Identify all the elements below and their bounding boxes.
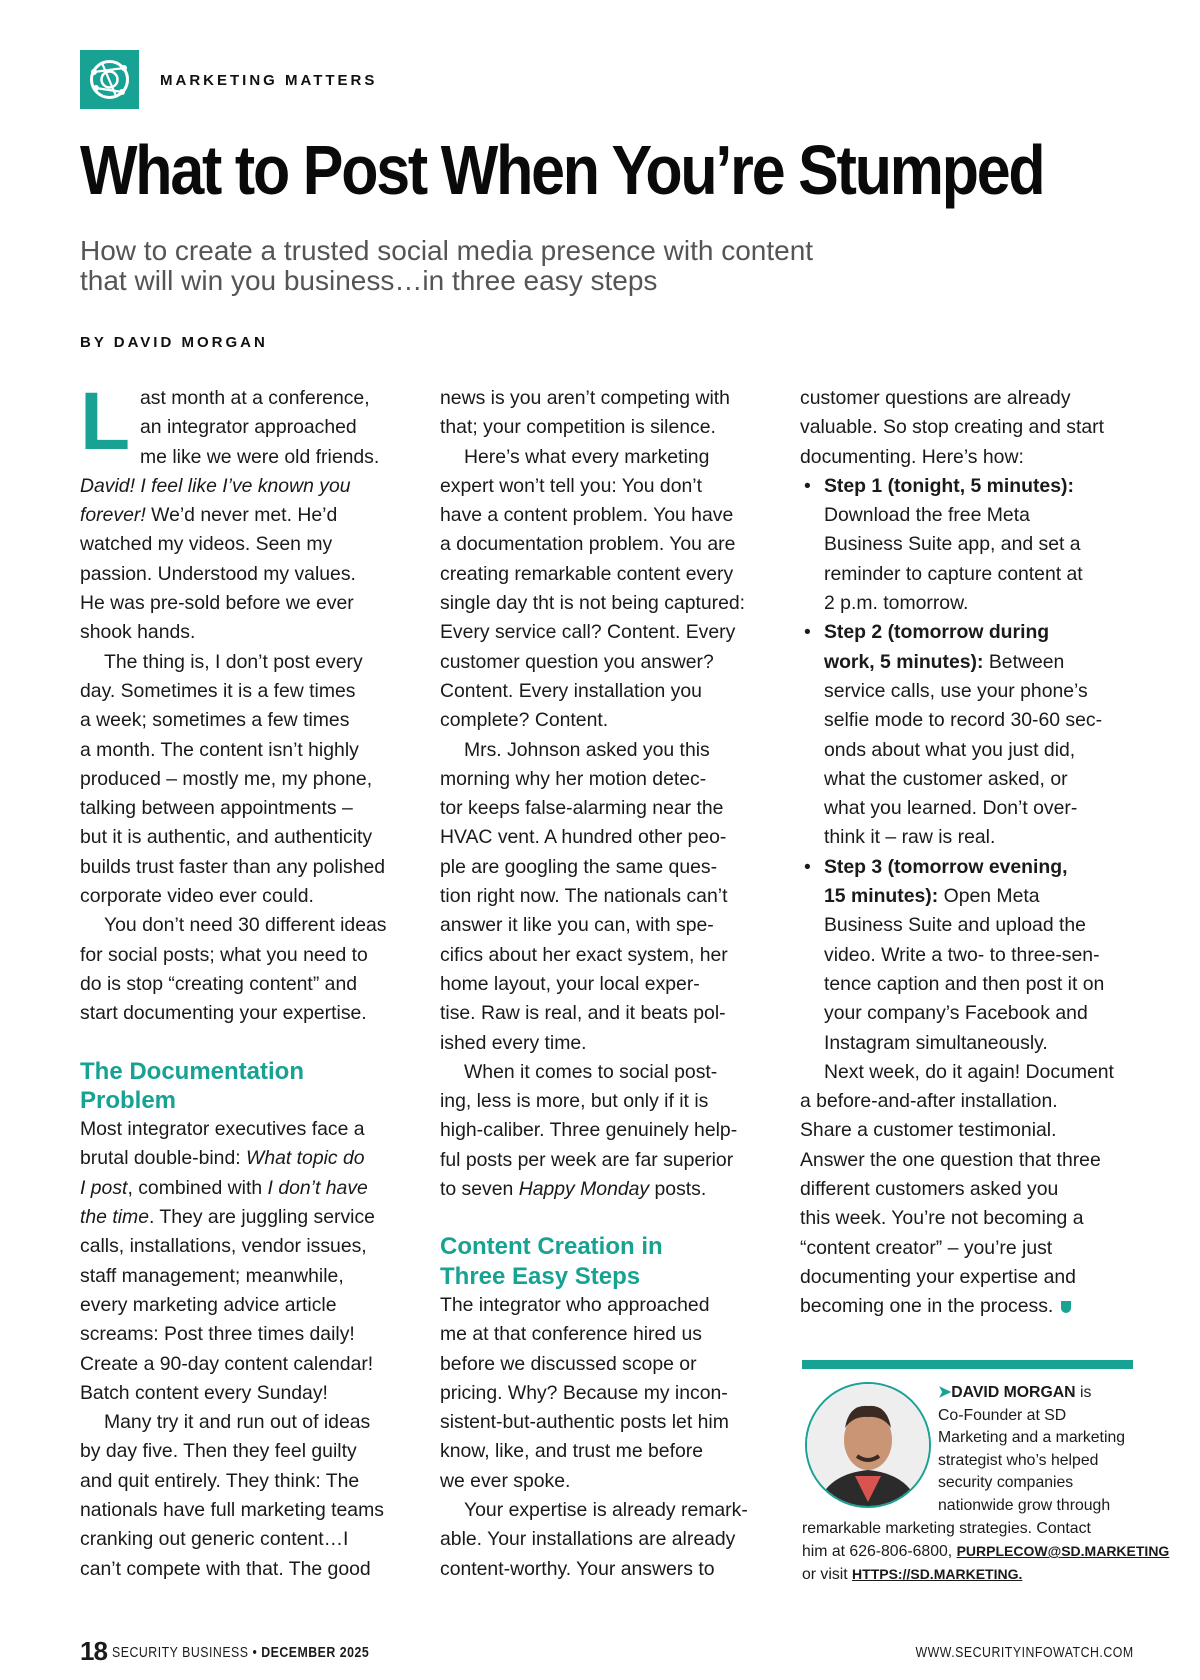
body-line: corporate video ever could. — [80, 885, 314, 908]
body-line: what the customer asked, or — [824, 767, 1068, 790]
body-line: news is you aren’t competing with — [440, 387, 730, 409]
body-line: different customers asked you — [800, 1178, 1059, 1201]
body-line: ful posts per week are far superior — [440, 1148, 734, 1171]
article-deck — [80, 236, 880, 296]
body-line: me at that conference hired us — [440, 1323, 702, 1346]
bullet-icon: • — [804, 474, 811, 497]
bio-line: Marketing and a marketing — [938, 1429, 1126, 1447]
email-link[interactable]: PURPLECOW@SD.MARKETING — [956, 1543, 1170, 1560]
bio-line: remarkable marketing strategies. Contact — [802, 1519, 1091, 1537]
body-line: for social posts; what you need to — [80, 943, 368, 966]
article-column-2 — [440, 384, 785, 1584]
body-line: screams: Post three times daily! — [80, 1323, 355, 1346]
body-line: Next week, do it again! Document — [824, 1060, 1114, 1083]
arrow-right-icon: ➤ — [938, 1384, 952, 1401]
body-line: answer it like you can, with spe- — [440, 914, 714, 937]
body-line: Most integrator executives face a — [80, 1118, 365, 1141]
body-line: video. Write a two- to three-sen- — [824, 943, 1100, 966]
article-column-3 — [800, 384, 1145, 1322]
footer-website: WWW.SECURITYINFOWATCH.COM — [915, 1645, 1134, 1661]
body-line: reminder to capture content at — [824, 562, 1083, 585]
body-line: me like we were old friends. — [140, 445, 380, 468]
body-line: HVAC vent. A hundred other peo- — [440, 826, 727, 849]
bio-name-line: ➤DAVID MORGAN is — [938, 1384, 1092, 1401]
body-line: selfie mode to record 30-60 sec- — [824, 709, 1103, 732]
body-line: passion. Understood my values. — [80, 562, 356, 585]
body-line: creating remarkable content every — [440, 562, 734, 585]
section-logo — [80, 50, 139, 109]
drop-cap: L — [80, 376, 131, 467]
body-line: a documentation problem. You are — [440, 533, 736, 556]
bio-line: strategist who’s helped — [938, 1451, 1099, 1469]
globe-network-icon — [80, 50, 139, 109]
body-line: we ever spoke. — [440, 1469, 571, 1492]
body-line: tence caption and then post it on — [824, 972, 1105, 995]
body-line: valuable. So stop creating and start — [800, 416, 1104, 439]
body-line: high-caliber. Three genuinely help- — [440, 1119, 738, 1142]
step-3-title-cont: 15 minutes): Open Meta — [824, 885, 1040, 908]
body-line: that; your competition is silence. — [440, 416, 716, 439]
body-line: the time. They are juggling service — [80, 1206, 375, 1229]
body-line: content-worthy. Your answers to — [440, 1557, 715, 1580]
body-line: an integrator approached — [140, 416, 357, 439]
body-line: but it is authentic, and authenticity — [80, 826, 373, 849]
body-line: becoming one in the process. — [800, 1292, 1145, 1321]
body-line: tor keeps false-alarming near the — [440, 797, 724, 820]
body-line: Answer the one question that three — [800, 1148, 1101, 1171]
body-line: Every service call? Content. Every — [440, 621, 736, 644]
bullet-icon: • — [804, 621, 811, 644]
page-title: What to Post When You’re Stumped — [80, 131, 1044, 209]
body-line: do is stop “creating content” and — [80, 972, 358, 995]
body-line: Create a 90-day content calendar! — [80, 1352, 374, 1375]
body-line: Batch content every Sunday! — [80, 1381, 328, 1404]
body-line: forever! We’d never met. He’d — [80, 504, 338, 527]
body-line: When it comes to social post- — [464, 1060, 718, 1083]
body-line: Content. Every installation you — [440, 679, 702, 702]
body-line: can’t compete with that. The good — [80, 1557, 371, 1580]
body-line: service calls, use your phone’s — [824, 679, 1088, 702]
body-line: 2 p.m. tomorrow. — [824, 592, 969, 615]
body-line: your company’s Facebook and — [824, 1002, 1088, 1025]
end-mark-icon — [1061, 1301, 1071, 1313]
body-line: cranking out generic content…I — [80, 1528, 349, 1551]
body-line: calls, installations, vendor issues, — [80, 1235, 367, 1258]
body-line: single day tht is not being captured: — [440, 592, 746, 615]
body-line: staff management; meanwhile, — [80, 1264, 344, 1287]
body-line: Here’s what every marketing — [464, 445, 710, 468]
body-line: brutal double-bind: What topic do — [80, 1147, 365, 1170]
body-line: this week. You’re not becoming a — [800, 1207, 1084, 1230]
section-heading: Content Creation in — [440, 1233, 663, 1261]
body-line: Your expertise is already remark- — [464, 1498, 748, 1521]
bullet-icon: • — [804, 855, 811, 878]
body-line: complete? Content. — [440, 709, 609, 732]
body-line: able. Your installations are already — [440, 1528, 736, 1551]
body-line: He was pre-sold before we ever — [80, 592, 354, 615]
body-line: customer question you answer? — [440, 650, 714, 673]
body-line: shook hands. — [80, 621, 196, 644]
body-line: have a content problem. You have — [440, 504, 734, 527]
website-link[interactable]: HTTPS://SD.MARKETING. — [852, 1565, 1023, 1582]
body-line: The integrator who approached — [440, 1293, 710, 1316]
bio-divider — [802, 1360, 1133, 1369]
article-column-1 — [80, 376, 425, 1584]
step-2-title-cont: work, 5 minutes): Between — [824, 650, 1065, 673]
section-heading: The Documentation — [80, 1057, 305, 1085]
body-line: onds about what you just did, — [824, 738, 1076, 761]
body-line: Mrs. Johnson asked you this — [464, 738, 710, 761]
page-number: 18 — [80, 1636, 107, 1666]
body-line: “content creator” – you’re just — [800, 1236, 1053, 1259]
step-2-title: • Step 2 (tomorrow during — [800, 618, 1145, 647]
body-line: Business Suite app, and set a — [824, 533, 1081, 556]
body-line: ast month at a conference, — [140, 387, 370, 409]
body-line: customer questions are already — [800, 387, 1071, 409]
body-line: builds trust faster than any polished — [80, 855, 386, 878]
body-line: tion right now. The nationals can’t — [440, 885, 728, 908]
body-line: ple are googling the same ques- — [440, 855, 718, 878]
body-line: Share a customer testimonial. — [800, 1119, 1057, 1142]
body-line: a before-and-after installation. — [800, 1090, 1058, 1113]
bio-line: security companies — [938, 1474, 1074, 1492]
body-line: Many try it and run out of ideas — [104, 1411, 371, 1434]
body-line: every marketing advice article — [80, 1293, 337, 1316]
section-heading: Three Easy Steps — [440, 1262, 641, 1290]
deck-line: How to create a trusted social media presence with content — [80, 235, 814, 266]
deck-line: that will win you business…in three easy steps — [80, 265, 658, 296]
body-line: what you learned. Don’t over- — [824, 797, 1078, 820]
body-line: a week; sometimes a few times — [80, 709, 350, 732]
body-line: David! I feel like I’ve known you — [80, 474, 351, 497]
bio-visit-line: or visit HTTPS://SD.MARKETING. — [802, 1565, 1023, 1583]
body-line: to seven Happy Monday posts. — [440, 1178, 707, 1201]
body-line: Instagram simultaneously. — [824, 1031, 1048, 1054]
body-line: documenting your expertise and — [800, 1265, 1076, 1288]
body-line: start documenting your expertise. — [80, 1002, 367, 1025]
body-line: produced – mostly me, my phone, — [80, 767, 373, 790]
body-line: talking between appointments – — [80, 797, 353, 820]
body-line: You don’t need 30 different ideas — [104, 914, 387, 937]
body-line: pricing. Why? Because my incon- — [440, 1381, 728, 1404]
body-line: watched my videos. Seen my — [80, 533, 333, 556]
body-line: Download the free Meta — [824, 504, 1030, 527]
bio-line: Co-Founder at SD — [938, 1406, 1067, 1424]
body-line: think it – raw is real. — [824, 826, 996, 849]
body-line: sistent-but-authentic posts let him — [440, 1411, 729, 1434]
author-bio — [802, 1382, 1170, 1585]
body-line: ished every time. — [440, 1031, 587, 1054]
body-line: ing, less is more, but only if it is — [440, 1090, 709, 1113]
body-line: expert won’t tell you: You don’t — [440, 474, 702, 497]
body-line: before we discussed scope or — [440, 1352, 697, 1375]
body-line: by day five. Then they feel guilty — [80, 1440, 357, 1463]
body-line: a month. The content isn’t highly — [80, 738, 359, 761]
bio-contact-line: him at 626-806-6800, PURPLECOW@SD.MARKETING — [802, 1543, 1170, 1561]
body-line: and quit entirely. They think: The — [80, 1469, 360, 1492]
body-line: morning why her motion detec- — [440, 767, 707, 790]
body-line: tise. Raw is real, and it beats pol- — [440, 1002, 726, 1025]
step-3-title: • Step 3 (tomorrow evening, — [800, 853, 1145, 882]
body-line: know, like, and trust me before — [440, 1440, 703, 1463]
bio-line: nationwide grow through — [938, 1496, 1111, 1514]
body-line: The thing is, I don’t post every — [104, 650, 363, 673]
byline: BY DAVID MORGAN — [80, 334, 268, 351]
body-line: Business Suite and upload the — [824, 914, 1086, 937]
body-line: cifics about her exact system, her — [440, 943, 728, 966]
body-line: nationals have full marketing teams — [80, 1498, 384, 1521]
body-line: day. Sometimes it is a few times — [80, 679, 356, 702]
body-line: I post, combined with I don’t have — [80, 1176, 368, 1199]
footer-publication: SECURITY BUSINESS • DECEMBER 2025 — [112, 1645, 370, 1661]
section-heading: Problem — [80, 1086, 177, 1114]
step-1-title: • Step 1 (tonight, 5 minutes): — [800, 472, 1145, 501]
body-line: home layout, your local exper- — [440, 972, 700, 995]
body-line: documenting. Here’s how: — [800, 445, 1024, 468]
section-label: MARKETING MATTERS — [160, 72, 378, 89]
